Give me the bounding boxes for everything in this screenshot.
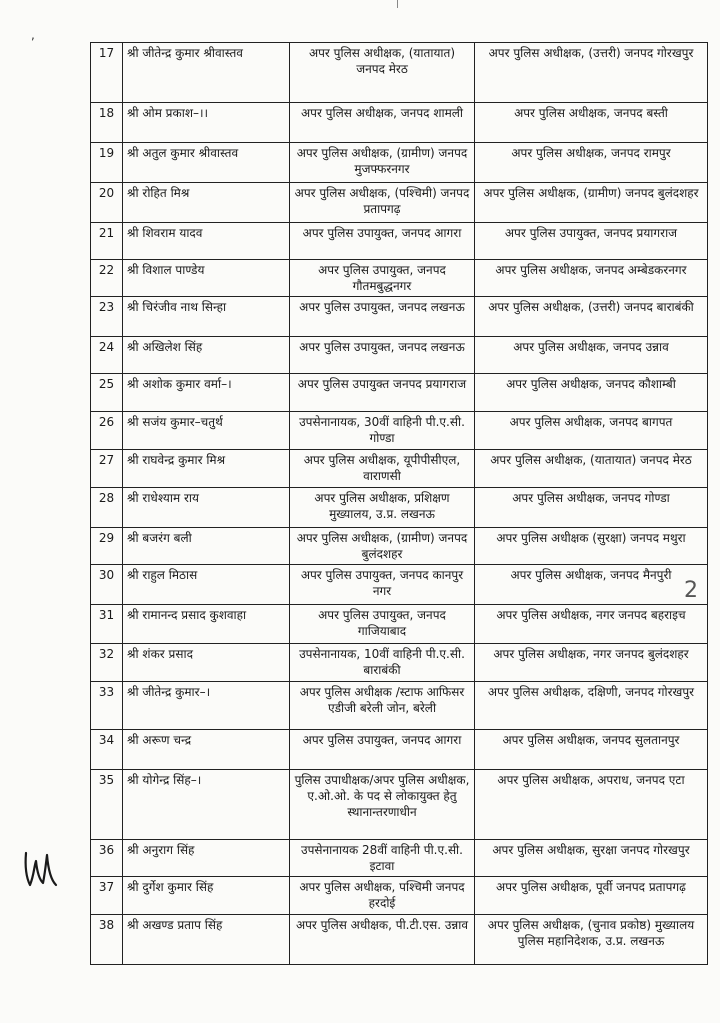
- serial-number-cell: 20: [91, 183, 123, 223]
- serial-number-cell: 29: [91, 528, 123, 565]
- current-posting-cell: अपर पुलिस अधीक्षक, पी.टी.एस. उन्नाव: [290, 915, 475, 965]
- fold-line: [397, 0, 398, 8]
- serial-number-cell: 32: [91, 644, 123, 682]
- officer-name-cell: श्री सजंय कुमार–चतुर्थ: [123, 412, 290, 450]
- table-row: [91, 770, 708, 840]
- table-row: [91, 43, 708, 103]
- serial-number-cell: 26: [91, 412, 123, 450]
- officer-name-cell: श्री अनुराग सिंह: [123, 840, 290, 877]
- new-posting-cell: अपर पुलिस अधीक्षक, जनपद सुलतानपुर: [475, 730, 708, 770]
- new-posting-cell: अपर पुलिस अधीक्षक, (उत्तरी) जनपद गोरखपुर: [475, 43, 708, 103]
- serial-number-cell: 22: [91, 260, 123, 297]
- current-posting-cell: उपसेनानायक 28वीं वाहिनी पी.ए.सी. इटावा: [290, 840, 475, 877]
- officer-name-cell: श्री राघवेन्द्र कुमार मिश्र: [123, 450, 290, 488]
- officer-name-cell: श्री राधेश्याम राय: [123, 488, 290, 528]
- serial-number-cell: 18: [91, 103, 123, 143]
- current-posting-cell: उपसेनानायक, 30वीं वाहिनी पी.ए.सी. गोण्डा: [290, 412, 475, 450]
- current-posting-cell: अपर पुलिस अधीक्षक, प्रशिक्षण मुख्यालय, उ.प्र. लखनऊ: [290, 488, 475, 528]
- table-row: [91, 682, 708, 730]
- table-row: [91, 260, 708, 297]
- officer-name-cell: श्री अखिलेश सिंह: [123, 337, 290, 374]
- table-row: [91, 565, 708, 605]
- current-posting-cell: अपर पुलिस उपायुक्त, जनपद लखनऊ: [290, 337, 475, 374]
- new-posting-cell: अपर पुलिस अधीक्षक, दक्षिणी, जनपद गोरखपुर: [475, 682, 708, 730]
- new-posting-cell: अपर पुलिस अधीक्षक, जनपद बागपत: [475, 412, 708, 450]
- current-posting-cell: अपर पुलिस अधीक्षक, (पश्चिमी) जनपद प्रतापगढ़: [290, 183, 475, 223]
- new-posting-cell: अपर पुलिस अधीक्षक (सुरक्षा) जनपद मथुरा: [475, 528, 708, 565]
- serial-number-cell: 21: [91, 223, 123, 260]
- serial-number-cell: 34: [91, 730, 123, 770]
- new-posting-cell: अपर पुलिस अधीक्षक, जनपद उन्नाव: [475, 337, 708, 374]
- table-row: [91, 183, 708, 223]
- new-posting-cell: अपर पुलिस अधीक्षक, पूर्वी जनपद प्रतापगढ़: [475, 877, 708, 915]
- officer-name-cell: श्री शंकर प्रसाद: [123, 644, 290, 682]
- new-posting-cell: अपर पुलिस अधीक्षक, (यातायात) जनपद मेरठ: [475, 450, 708, 488]
- officer-name-cell: श्री योगेन्द्र सिंह–।: [123, 770, 290, 840]
- table-row: [91, 644, 708, 682]
- new-posting-cell: अपर पुलिस अधीक्षक, जनपद कौशाम्बी: [475, 374, 708, 412]
- table-row: [91, 143, 708, 183]
- new-posting-cell: अपर पुलिस अधीक्षक, जनपद गोण्डा: [475, 488, 708, 528]
- new-posting-cell: अपर पुलिस अधीक्षक, अपराध, जनपद एटा: [475, 770, 708, 840]
- new-posting-cell: अपर पुलिस अधीक्षक, जनपद बस्ती: [475, 103, 708, 143]
- serial-number-cell: 36: [91, 840, 123, 877]
- serial-number-cell: 37: [91, 877, 123, 915]
- new-posting-cell: अपर पुलिस अधीक्षक, जनपद अम्बेडकरनगर: [475, 260, 708, 297]
- new-posting-cell: अपर पुलिस अधीक्षक, (उत्तरी) जनपद बाराबंकी: [475, 297, 708, 337]
- table-row: [91, 223, 708, 260]
- current-posting-cell: अपर पुलिस अधीक्षक, पश्चिमी जनपद हरदोई: [290, 877, 475, 915]
- current-posting-cell: अपर पुलिस अधीक्षक, यूपीपीसीएल, वाराणसी: [290, 450, 475, 488]
- officer-name-cell: श्री रोहित मिश्र: [123, 183, 290, 223]
- new-posting-cell: अपर पुलिस अधीक्षक, जनपद रामपुर: [475, 143, 708, 183]
- table-row: [91, 488, 708, 528]
- serial-number-cell: 31: [91, 605, 123, 644]
- current-posting-cell: अपर पुलिस अधीक्षक /स्टाफ आफिसर एडीजी बरेली जोन, बरेली: [290, 682, 475, 730]
- table-row: [91, 877, 708, 915]
- current-posting-cell: अपर पुलिस उपायुक्त, जनपद लखनऊ: [290, 297, 475, 337]
- table-row: [91, 374, 708, 412]
- serial-number-cell: 28: [91, 488, 123, 528]
- officer-name-cell: श्री बजरंग बली: [123, 528, 290, 565]
- current-posting-cell: उपसेनानायक, 10वीं वाहिनी पी.ए.सी. बाराबंकी: [290, 644, 475, 682]
- current-posting-cell: अपर पुलिस उपायुक्त, जनपद गाजियाबाद: [290, 605, 475, 644]
- officer-name-cell: श्री विशाल पाण्डेय: [123, 260, 290, 297]
- current-posting-cell: अपर पुलिस अधीक्षक, जनपद शामली: [290, 103, 475, 143]
- handwritten-signature: [22, 845, 62, 897]
- table-row: [91, 730, 708, 770]
- table-row: [91, 412, 708, 450]
- table-row: [91, 103, 708, 143]
- serial-number-cell: 24: [91, 337, 123, 374]
- transfer-table: [90, 42, 708, 965]
- officer-name-cell: श्री जीतेन्द्र कुमार–।: [123, 682, 290, 730]
- new-posting-cell: अपर पुलिस अधीक्षक, सुरक्षा जनपद गोरखपुर: [475, 840, 708, 877]
- officer-name-cell: श्री जीतेन्द्र कुमार श्रीवास्तव: [123, 43, 290, 103]
- current-posting-cell: अपर पुलिस अधीक्षक, (ग्रामीण) जनपद मुजफ्फरनगर: [290, 143, 475, 183]
- new-posting-cell: अपर पुलिस उपायुक्त, जनपद प्रयागराज: [475, 223, 708, 260]
- serial-number-cell: 27: [91, 450, 123, 488]
- new-posting-cell: अपर पुलिस अधीक्षक, नगर जनपद बुलंदशहर: [475, 644, 708, 682]
- serial-number-cell: 30: [91, 565, 123, 605]
- officer-name-cell: श्री राहुल मिठास: [123, 565, 290, 605]
- serial-number-cell: 17: [91, 43, 123, 103]
- officer-name-cell: श्री अशोक कुमार वर्मा–।: [123, 374, 290, 412]
- table-row: [91, 915, 708, 965]
- officer-name-cell: श्री दुर्गेश कुमार सिंह: [123, 877, 290, 915]
- current-posting-cell: पुलिस उपाधीक्षक/अपर पुलिस अधीक्षक, ए.ओ.ओ. के पद से लोकायुक्त हेतु स्थानान्तरणाधीन: [290, 770, 475, 840]
- serial-number-cell: 25: [91, 374, 123, 412]
- table-row: [91, 528, 708, 565]
- serial-number-cell: 38: [91, 915, 123, 965]
- officer-name-cell: श्री ओम प्रकाश–।।: [123, 103, 290, 143]
- table-row: [91, 297, 708, 337]
- new-posting-cell: अपर पुलिस अधीक्षक, (चुनाव प्रकोष्ठ) मुख्यालय पुलिस महानिदेशक, उ.प्र. लखनऊ: [475, 915, 708, 965]
- serial-number-cell: 35: [91, 770, 123, 840]
- current-posting-cell: अपर पुलिस उपायुक्त, जनपद गौतमबुद्धनगर: [290, 260, 475, 297]
- officer-name-cell: श्री चिरंजीव नाथ सिन्हा: [123, 297, 290, 337]
- table-row: [91, 840, 708, 877]
- officer-name-cell: श्री अखण्ड प्रताप सिंह: [123, 915, 290, 965]
- officer-name-cell: श्री अतुल कुमार श्रीवास्तव: [123, 143, 290, 183]
- serial-number-cell: 19: [91, 143, 123, 183]
- current-posting-cell: अपर पुलिस उपायुक्त, जनपद आगरा: [290, 223, 475, 260]
- officer-name-cell: श्री रामानन्द प्रसाद कुशवाहा: [123, 605, 290, 644]
- margin-mark: ,: [31, 28, 35, 42]
- table-row: [91, 605, 708, 644]
- new-posting-cell: अपर पुलिस अधीक्षक, जनपद मैनपुरी: [475, 565, 708, 605]
- new-posting-cell: अपर पुलिस अधीक्षक, नगर जनपद बहराइच: [475, 605, 708, 644]
- table-row: [91, 450, 708, 488]
- current-posting-cell: अपर पुलिस उपायुक्त, जनपद आगरा: [290, 730, 475, 770]
- new-posting-cell: अपर पुलिस अधीक्षक, (ग्रामीण) जनपद बुलंदशहर: [475, 183, 708, 223]
- serial-number-cell: 23: [91, 297, 123, 337]
- current-posting-cell: अपर पुलिस उपायुक्त, जनपद कानपुर नगर: [290, 565, 475, 605]
- table-row: [91, 337, 708, 374]
- page-number: 2: [684, 578, 698, 603]
- current-posting-cell: अपर पुलिस उपायुक्त जनपद प्रयागराज: [290, 374, 475, 412]
- officer-name-cell: श्री शिवराम यादव: [123, 223, 290, 260]
- current-posting-cell: अपर पुलिस अधीक्षक, (ग्रामीण) जनपद बुलंदशहर: [290, 528, 475, 565]
- current-posting-cell: अपर पुलिस अधीक्षक, (यातायात) जनपद मेरठ: [290, 43, 475, 103]
- serial-number-cell: 33: [91, 682, 123, 730]
- officer-name-cell: श्री अरूण चन्द्र: [123, 730, 290, 770]
